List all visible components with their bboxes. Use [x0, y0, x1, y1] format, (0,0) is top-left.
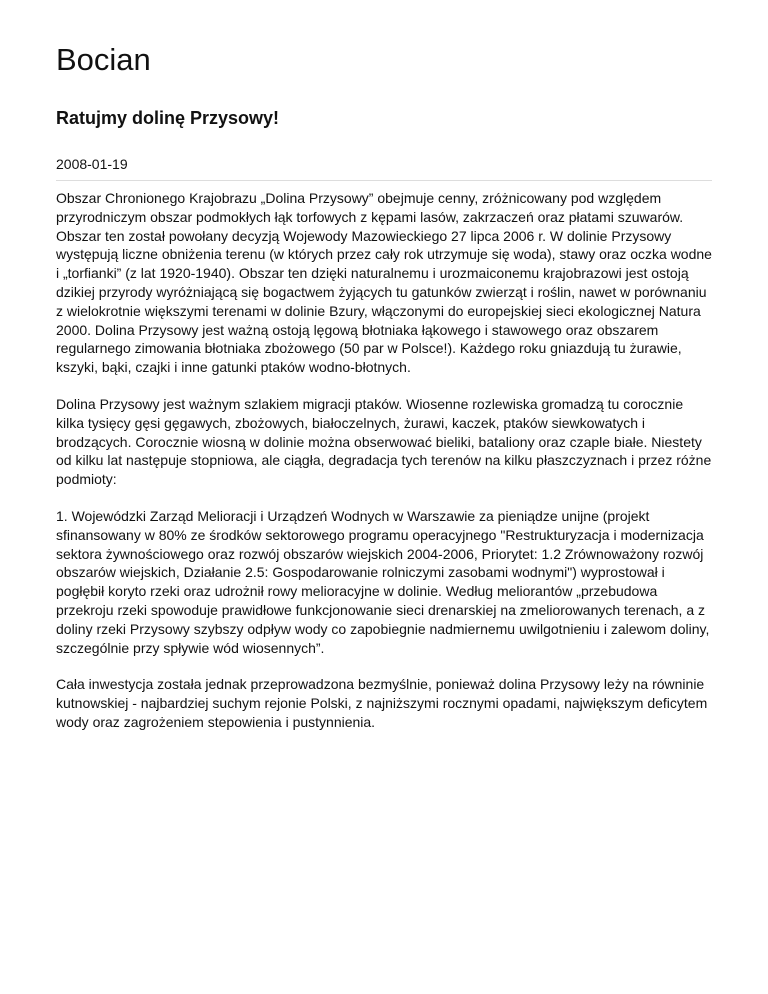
divider — [56, 180, 712, 181]
article-paragraph-1: Obszar Chronionego Krajobrazu „Dolina Przysowy” obejmuje cenny, zróżnicowany pod względem przyrodniczym obszar podmokłych łąk torfowych z kępami lasów, zakrzaczeń oraz płatami szuwarów. Obszar ten został powołany decyzją Wojewody Mazowieckiego 27 lipca 2006 r. W dolinie Przysowy występują liczne obniżenia terenu (w których przez cały rok utrzymuje się woda), stawy oraz oczka wodne i „torfianki” (z lat 1920-1940). Obszar ten dzięki naturalnemu i urozmaiconemu krajobrazowi jest ostoją dzikiej przyrody wyróżniającą się bogactwem żyjących tu gatunków zwierząt i roślin, nawet w porównaniu z wielokrotnie większymi terenami w dolinie Bzury, włączonymi do europejskiej sieci ekologicznej Natura 2000. Dolina Przysowy jest ważną ostoją lęgową błotniaka łąkowego i stawowego oraz obszarem regularnego zimowania błotniaka zbożowego (50 par w Polsce!). Każdego roku gniazdują tu żurawie, kszyki, bąki, czajki i inne gatunki ptaków wodno-błotnych. — [56, 190, 712, 376]
article-paragraph-3: 1. Wojewódzki Zarząd Melioracji i Urządzeń Wodnych w Warszawie za pieniądze unijne (projekt sfinansowany w 80% ze środków sektorowego programu operacyjnego "Restrukturyzacja i modernizacja sektora żywnościowego oraz rozwój obszarów wiejskich 2004-2006, Priorytet: 1.2 Zrównoważony rozwój obszarów wiejskich, Działanie 2.5: Gospodarowanie rolniczymi zasobami wodnymi") wyprostował i pogłębił koryto rzeki oraz udrożnił rowy melioracyjne w dolinie. Według meliorantów „przebudowa przekroju rzeki spowoduje prawidłowe funkcjonowanie sieci drenarskiej na zmeliorowanych terenach, a z doliny rzeki Przysowy szybszy odpływ wody co zapobiegnie nadmiernemu uwilgotnieniu i zalewom doliny, szczególnie przy spływie wód wiosennych”. — [56, 507, 710, 656]
site-title: Bocian — [56, 42, 151, 77]
article-title: Ratujmy dolinę Przysowy! — [56, 108, 280, 128]
article-paragraph-2: Dolina Przysowy jest ważnym szlakiem migracji ptaków. Wiosenne rozlewiska gromadzą tu corocznie kilka tysięcy gęsi gęgawych, zbożowych, białoczelnych, żurawi, kaczek, ptaków siewkowatych i brodzących. Corocznie wiosną w dolinie można obserwować bieliki, bataliony oraz czaple białe. Niestety od kilku lat następuje stopniowa, ale ciągła, degradacja tych terenów na kilku płaszczyznach i przez różne podmioty: — [56, 395, 712, 488]
article-date: 2008-01-19 — [56, 156, 128, 172]
article-paragraph-4: Cała inwestycja została jednak przeprowadzona bezmyślnie, ponieważ dolina Przysowy leży na równinie kutnowskiej - najbardziej suchym rejonie Polski, z najniższymi rocznymi opadami, największym deficytem wody oraz zagrożeniem stepowienia i pustynnienia. — [56, 676, 708, 730]
article-body — [56, 189, 712, 732]
